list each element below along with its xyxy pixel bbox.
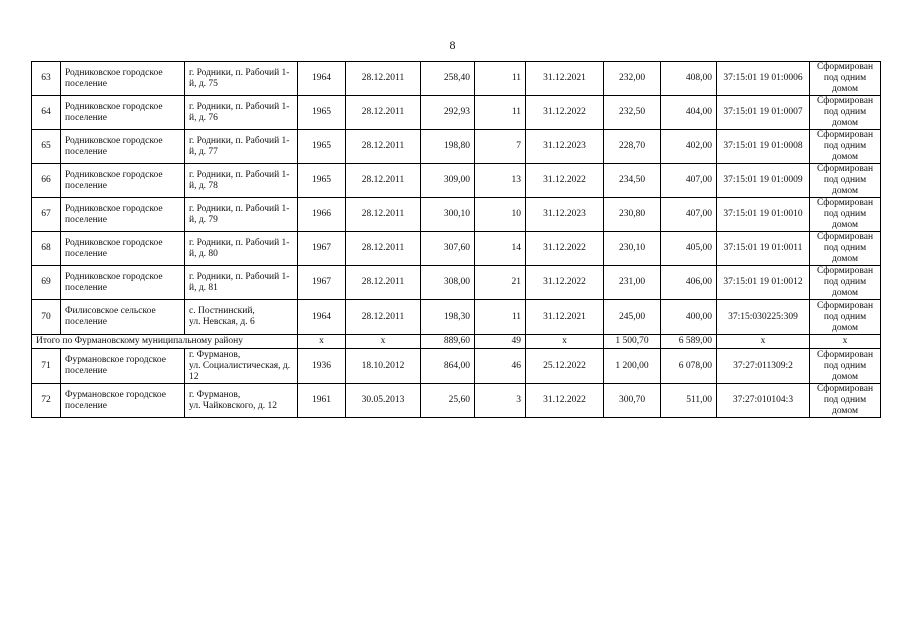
cadastral-number: 37:15:01 19 01:0009 [717, 164, 810, 198]
address: г. Родники, п. Рабочий 1-й, д. 79 [185, 198, 298, 232]
area-value: 1 200,00 [604, 349, 661, 384]
address: г. Родники, п. Рабочий 1-й, д. 81 [185, 266, 298, 300]
land-plot-area: 405,00 [661, 232, 717, 266]
land-plot-area: 402,00 [661, 130, 717, 164]
cadastral-number: 37:15:01 19 01:0008 [717, 130, 810, 164]
row-number: 65 [32, 130, 61, 164]
construction-year: 1936 [298, 349, 346, 384]
address: с. Постнинский, ул. Невская, д. 6 [185, 300, 298, 335]
residents-count: 11 [475, 300, 526, 335]
land-plot-note: Сформирован под одним домом [810, 349, 881, 384]
land-plot-note: Сформирован под одним домом [810, 232, 881, 266]
construction-year: 1961 [298, 384, 346, 418]
total-land-plot-note: х [810, 335, 881, 349]
resettlement-deadline: 31.12.2023 [526, 198, 604, 232]
area-value: 231,00 [604, 266, 661, 300]
recognition-date: 28.12.2011 [346, 62, 421, 96]
row-number: 71 [32, 349, 61, 384]
construction-year: 1964 [298, 62, 346, 96]
table-row [32, 232, 881, 266]
area-value: 245,00 [604, 300, 661, 335]
row-number: 72 [32, 384, 61, 418]
table-row [32, 62, 881, 96]
settlement-name: Фурмановское городское поселение [61, 349, 185, 384]
recognition-date: 28.12.2011 [346, 300, 421, 335]
residents-count: 10 [475, 198, 526, 232]
settlement-name: Родниковское городское поселение [61, 266, 185, 300]
land-plot-note: Сформирован под одним домом [810, 130, 881, 164]
total-land-plot-area: 6 589,00 [661, 335, 717, 349]
total-cadastral-number: х [717, 335, 810, 349]
address: г. Родники, п. Рабочий 1-й, д. 76 [185, 96, 298, 130]
settlement-name: Родниковское городское поселение [61, 164, 185, 198]
settlement-name: Родниковское городское поселение [61, 232, 185, 266]
cadastral-number: 37:15:01 19 01:0007 [717, 96, 810, 130]
row-number: 70 [32, 300, 61, 335]
area-value: 228,70 [604, 130, 661, 164]
area-value: 234,50 [604, 164, 661, 198]
row-number: 68 [32, 232, 61, 266]
settlement-name: Родниковское городское поселение [61, 62, 185, 96]
living-area: 198,30 [421, 300, 475, 335]
resettlement-deadline: 31.12.2021 [526, 300, 604, 335]
land-plot-note: Сформирован под одним домом [810, 62, 881, 96]
construction-year: 1967 [298, 232, 346, 266]
page-number: 8 [449, 38, 456, 52]
living-area: 25,60 [421, 384, 475, 418]
construction-year: 1964 [298, 300, 346, 335]
residents-count: 3 [475, 384, 526, 418]
area-value: 300,70 [604, 384, 661, 418]
living-area: 307,60 [421, 232, 475, 266]
row-number: 69 [32, 266, 61, 300]
area-value: 232,00 [604, 62, 661, 96]
area-value: 230,80 [604, 198, 661, 232]
land-plot-area: 407,00 [661, 164, 717, 198]
construction-year: 1966 [298, 198, 346, 232]
table-row [32, 96, 881, 130]
settlement-name: Филисовское сельское поселение [61, 300, 185, 335]
residents-count: 11 [475, 96, 526, 130]
residents-count: 46 [475, 349, 526, 384]
land-plot-area: 407,00 [661, 198, 717, 232]
recognition-date: 28.12.2011 [346, 164, 421, 198]
land-plot-area: 408,00 [661, 62, 717, 96]
residents-count: 21 [475, 266, 526, 300]
living-area: 198,80 [421, 130, 475, 164]
living-area: 309,00 [421, 164, 475, 198]
resettlement-deadline: 25.12.2022 [526, 349, 604, 384]
table-row [32, 384, 881, 418]
table-row [32, 349, 881, 384]
address: г. Родники, п. Рабочий 1-й, д. 75 [185, 62, 298, 96]
row-number: 67 [32, 198, 61, 232]
recognition-date: 28.12.2011 [346, 96, 421, 130]
settlement-name: Родниковское городское поселение [61, 130, 185, 164]
living-area: 308,00 [421, 266, 475, 300]
resettlement-deadline: 31.12.2022 [526, 96, 604, 130]
land-plot-area: 406,00 [661, 266, 717, 300]
area-value: 230,10 [604, 232, 661, 266]
construction-year: 1965 [298, 96, 346, 130]
resettlement-deadline: 31.12.2021 [526, 62, 604, 96]
total-label: Итого по Фурмановскому муниципальному району [32, 335, 298, 349]
residents-count: 13 [475, 164, 526, 198]
resettlement-deadline: 31.12.2023 [526, 130, 604, 164]
recognition-date: 18.10.2012 [346, 349, 421, 384]
address: г. Фурманов, ул. Социалистическая, д. 12 [185, 349, 298, 384]
resettlement-deadline: 31.12.2022 [526, 266, 604, 300]
cadastral-number: 37:15:030225:309 [717, 300, 810, 335]
settlement-name: Родниковское городское поселение [61, 96, 185, 130]
land-plot-area: 400,00 [661, 300, 717, 335]
residents-count: 11 [475, 62, 526, 96]
recognition-date: 28.12.2011 [346, 130, 421, 164]
cadastral-number: 37:15:01 19 01:0006 [717, 62, 810, 96]
living-area: 300,10 [421, 198, 475, 232]
table-row [32, 266, 881, 300]
construction-year: 1965 [298, 164, 346, 198]
cadastral-number: 37:15:01 19 01:0012 [717, 266, 810, 300]
total-living-area: 889,60 [421, 335, 475, 349]
living-area: 258,40 [421, 62, 475, 96]
table-row [32, 130, 881, 164]
land-plot-note: Сформирован под одним домом [810, 164, 881, 198]
construction-year: 1967 [298, 266, 346, 300]
resettlement-deadline: 31.12.2022 [526, 232, 604, 266]
table-row [32, 300, 881, 335]
row-number: 63 [32, 62, 61, 96]
land-plot-note: Сформирован под одним домом [810, 96, 881, 130]
land-plot-area: 6 078,00 [661, 349, 717, 384]
resettlement-deadline: 31.12.2022 [526, 384, 604, 418]
land-plot-area: 404,00 [661, 96, 717, 130]
living-area: 292,93 [421, 96, 475, 130]
address: г. Родники, п. Рабочий 1-й, д. 77 [185, 130, 298, 164]
residents-count: 7 [475, 130, 526, 164]
table-row [32, 198, 881, 232]
recognition-date: 28.12.2011 [346, 198, 421, 232]
resettlement-deadline: 31.12.2022 [526, 164, 604, 198]
land-plot-note: Сформирован под одним домом [810, 384, 881, 418]
settlement-name: Родниковское городское поселение [61, 198, 185, 232]
address: г. Родники, п. Рабочий 1-й, д. 80 [185, 232, 298, 266]
total-year: х [298, 335, 346, 349]
recognition-date: 30.05.2013 [346, 384, 421, 418]
housing-table [31, 61, 881, 418]
district-total-row [32, 335, 881, 349]
land-plot-note: Сформирован под одним домом [810, 198, 881, 232]
table-row [32, 164, 881, 198]
total-area-value: 1 500,70 [604, 335, 661, 349]
row-number: 64 [32, 96, 61, 130]
recognition-date: 28.12.2011 [346, 232, 421, 266]
address: г. Фурманов, ул. Чайковского, д. 12 [185, 384, 298, 418]
settlement-name: Фурмановское городское поселение [61, 384, 185, 418]
cadastral-number: 37:27:011309:2 [717, 349, 810, 384]
construction-year: 1965 [298, 130, 346, 164]
land-plot-note: Сформирован под одним домом [810, 266, 881, 300]
total-residents-count: 49 [475, 335, 526, 349]
row-number: 66 [32, 164, 61, 198]
address: г. Родники, п. Рабочий 1-й, д. 78 [185, 164, 298, 198]
total-recognition-date: х [346, 335, 421, 349]
living-area: 864,00 [421, 349, 475, 384]
total-resettlement-deadline: х [526, 335, 604, 349]
residents-count: 14 [475, 232, 526, 266]
recognition-date: 28.12.2011 [346, 266, 421, 300]
cadastral-number: 37:15:01 19 01:0010 [717, 198, 810, 232]
cadastral-number: 37:27:010104:3 [717, 384, 810, 418]
cadastral-number: 37:15:01 19 01:0011 [717, 232, 810, 266]
land-plot-area: 511,00 [661, 384, 717, 418]
land-plot-note: Сформирован под одним домом [810, 300, 881, 335]
area-value: 232,50 [604, 96, 661, 130]
